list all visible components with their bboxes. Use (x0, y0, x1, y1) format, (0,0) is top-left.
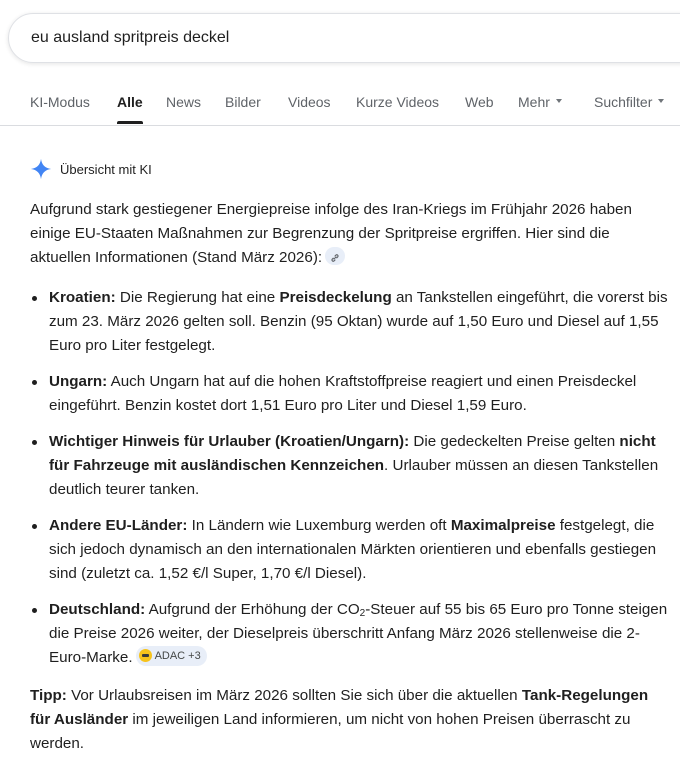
intro-text: Aufgrund stark gestiegener Energiepreise infolge des Iran-Kriegs im Frühjahr 2026 haben einige EU-Staaten Maßnahmen zur Begrenzung der Spritpreise ergriffen. Hier sind die aktuellen Informationen (Stand März 2026): (30, 201, 632, 266)
tab-kurze-videos[interactable] (356, 94, 439, 110)
item-text: -Steuer auf 55 bis 65 Euro pro Tonne steigen die Preise 2026 weiter, der Dieselpreis überschritt Anfang März 2026 stellenweise die 2-Euro-Marke. (49, 601, 668, 666)
source-chip[interactable] (136, 646, 207, 666)
tab-news[interactable] (166, 94, 201, 110)
item-text: an Tankstellen eingeführt, die vorerst bis zum 23. März 2026 gelten soll. Benzin (95 Oktan) wurde auf 1,50 Euro und Diesel auf 1,55 Euro pro Liter festgelegt. (49, 289, 668, 354)
item-text: . Urlauber müssen an diesen Tankstellen deutlich teurer tanken. (49, 457, 659, 498)
intro-paragraph (30, 198, 670, 270)
item-bold-text: Preisdeckelung (279, 289, 392, 306)
tab-label: Alle (117, 94, 143, 110)
active-tab-underline (117, 121, 143, 124)
chevron-down-icon (658, 99, 664, 103)
link-icon (330, 253, 340, 263)
tab-alle[interactable] (117, 94, 143, 110)
adac-logo-icon (139, 649, 152, 662)
item-label: Deutschland: (49, 601, 146, 618)
tab-ki-modus[interactable] (30, 94, 90, 110)
subscript: 2 (359, 608, 366, 619)
country-list (30, 286, 670, 670)
sparkle-icon (30, 158, 52, 180)
list-item-deutschland (30, 598, 670, 670)
tabs-divider (0, 125, 680, 126)
item-label: Andere EU-Länder: (49, 517, 188, 534)
item-bold-text: Maximalpreise (450, 517, 556, 534)
tab-mehr[interactable] (518, 94, 562, 110)
item-text: Auch Ungarn hat auf die hohen Kraftstoffpreise reagiert und einen Preisdeckel eingeführt. Benzin kostet dort 1,51 Euro pro Liter und Diesel 1,59 Euro. (49, 373, 637, 414)
item-text: Die Regierung hat eine (115, 289, 280, 306)
item-bold-text: nicht für Fahrzeuge mit ausländischen Kennzeichen (49, 433, 656, 474)
tab-label: Web (465, 94, 494, 110)
list-item-hinweis (30, 430, 670, 502)
tip-label: Tipp: (30, 687, 67, 704)
search-box[interactable] (8, 13, 680, 63)
search-input[interactable]: eu ausland spritpreis deckel (31, 29, 230, 46)
tip-text: Vor Urlaubsreisen im März 2026 sollten Sie sich über die aktuellen (66, 687, 522, 704)
tab-label: KI-Modus (30, 94, 90, 110)
item-label: Ungarn: (49, 373, 108, 390)
tab-label: Mehr (518, 94, 550, 110)
tab-videos[interactable] (288, 94, 331, 110)
tab-label: Bilder (225, 94, 261, 110)
tab-label: Videos (288, 94, 331, 110)
item-text: festgelegt, die sich jedoch dynamisch an den internationalen Märkten orientieren und ebenfalls gestiegen sind (zuletzt ca. 1,52 €/l Super, 1,70 €/l Diesel). (49, 517, 657, 582)
list-item-ungarn (30, 370, 670, 418)
source-chip-label: ADAC +3 (154, 649, 201, 662)
tab-bilder[interactable] (225, 94, 261, 110)
link-chip[interactable] (325, 247, 345, 265)
tab-label: News (166, 94, 202, 110)
tip-bold-text: Tank-Regelungen für Ausländer (30, 687, 649, 728)
tab-label: Kurze Videos (356, 94, 440, 110)
item-text: Die gedeckelten Preise gelten (409, 433, 620, 450)
item-text: In Ländern wie Luxemburg werden oft (187, 517, 451, 534)
search-tabs (0, 94, 680, 126)
tab-label: Suchfilter (594, 94, 653, 110)
list-item-kroatien (30, 286, 670, 358)
tab-suchfilter[interactable] (594, 94, 664, 110)
ai-overview-content (30, 198, 670, 756)
tip-text: im jeweiligen Land informieren, um nicht von hohen Preisen überrascht zu werden. (30, 711, 631, 752)
item-text: Aufgrund der Erhöhung der CO (145, 601, 360, 618)
item-label: Kroatien: (49, 289, 116, 306)
tab-web[interactable] (465, 94, 494, 110)
ai-overview-header (30, 157, 152, 181)
chevron-down-icon (556, 99, 562, 103)
list-item-andere-eu (30, 514, 670, 586)
item-label: Wichtiger Hinweis für Urlauber (Kroatien/Ungarn): (49, 433, 410, 450)
tip-paragraph (30, 684, 670, 756)
ai-overview-title: Übersicht mit KI (60, 161, 152, 177)
